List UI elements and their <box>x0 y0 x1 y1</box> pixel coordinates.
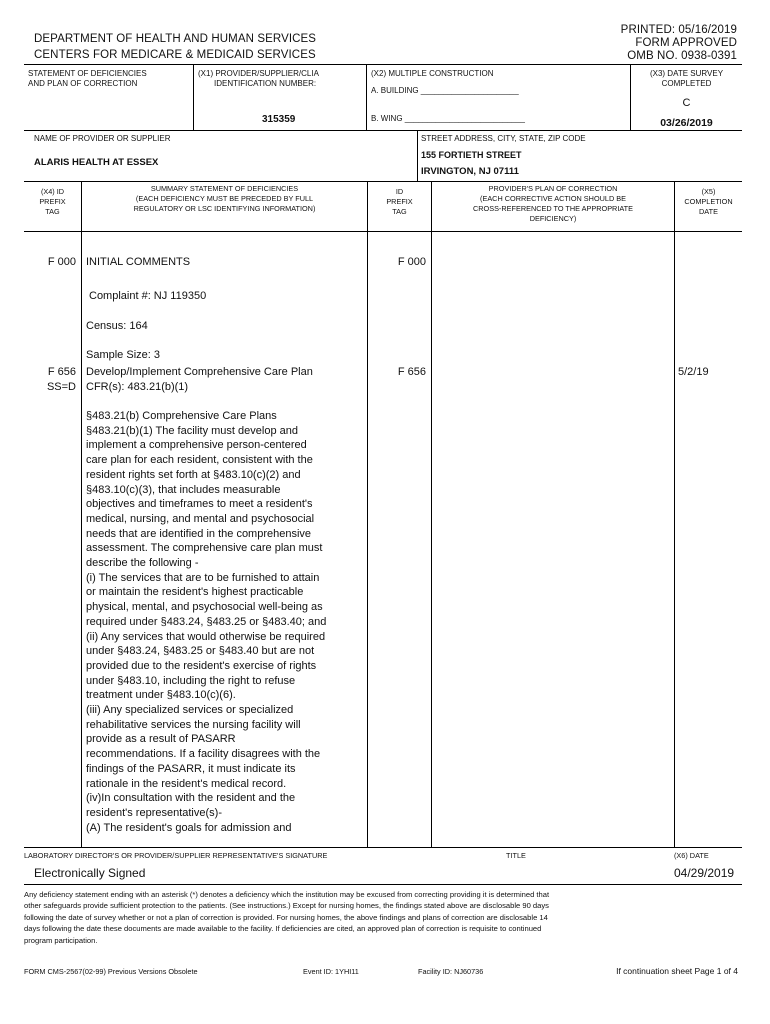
regulation-line: required under §483.24, §483.25 or §483.40; and <box>86 615 327 628</box>
regulation-line: under §483.10, including the right to refuse <box>86 674 296 687</box>
id-label: ID <box>395 187 404 196</box>
facility-id: Facility ID: NJ60736 <box>418 967 484 976</box>
rule <box>431 181 432 847</box>
regulation-line: §483.10(c)(3), that includes measurable <box>86 483 281 496</box>
plan-label: CROSS-REFERENCED TO THE APPROPRIATE <box>472 204 634 213</box>
signature-label: LABORATORY DIRECTOR'S OR PROVIDER/SUPPLIER REPRESENTATIVE'S SIGNATURE <box>24 851 328 860</box>
x1-label: (X1) PROVIDER/SUPPLIER/CLIA <box>198 69 319 78</box>
tag-f656: F 656 <box>47 366 76 378</box>
regulation-line: treatment under §483.10(c)(6). <box>86 689 236 702</box>
provider-label: NAME OF PROVIDER OR SUPPLIER <box>34 134 171 143</box>
x1-label: IDENTIFICATION NUMBER: <box>214 79 317 88</box>
x5-label: COMPLETION <box>684 197 733 206</box>
rule <box>366 64 367 130</box>
provider-name: ALARIS HEALTH AT ESSEX <box>34 157 159 168</box>
disclaimer-line: other safeguards provide sufficient protection to the patients. (See instructions.) Except for nursing homes, the findings stated above are disclosable 90 days <box>24 901 549 911</box>
regulation-line: provided due to the resident's exercise of rights <box>86 659 317 672</box>
regulation-line: resident's representative(s)- <box>86 806 222 819</box>
x4-label: (X4) ID <box>40 187 65 196</box>
id-label: TAG <box>392 207 407 216</box>
census: Census: 164 <box>86 320 148 332</box>
f656-title: Develop/Implement Comprehensive Care Plan <box>86 366 313 378</box>
regulation-line: rehabilitative services the nursing facility will <box>86 718 301 731</box>
initial-comments-title: INITIAL COMMENTS <box>86 256 191 268</box>
rule <box>24 847 742 848</box>
statement-label: STATEMENT OF DEFICIENCIES <box>28 69 147 78</box>
x5-label: (X5) <box>701 187 716 196</box>
regulation-line: implement a comprehensive person-centered <box>86 439 307 452</box>
regulation-line: §483.21(b)(1) The facility must develop and <box>86 424 298 437</box>
disclaimer-line: Any deficiency statement ending with an asterisk (*) denotes a deficiency which the institution may be excused from correcting providing it is determined that <box>24 890 550 899</box>
rule <box>417 130 418 181</box>
regulation-line: assessment. The comprehensive care plan must <box>86 542 323 555</box>
form-approved: FORM APPROVED <box>635 37 737 49</box>
rule <box>193 64 194 130</box>
regulation-line: objectives and timeframes to meet a resident's <box>86 498 313 511</box>
survey-code: C <box>682 97 691 109</box>
disclaimer-line: days following the date these documents are made available to the facility. If deficiencies are cited, an approved plan of correction is requisite to continued <box>24 924 542 934</box>
regulation-line: (iv)In consultation with the resident and the <box>86 792 296 805</box>
regulation-line: §483.21(b) Comprehensive Care Plans <box>86 410 277 422</box>
title-label: TITLE <box>506 851 526 860</box>
summary-label: (EACH DEFICIENCY MUST BE PRECEDED BY FULL <box>135 194 314 203</box>
regulation-line: (iii) Any specialized services or specialized <box>86 704 294 717</box>
rule <box>674 181 675 847</box>
survey-date: 03/26/2019 <box>660 117 713 129</box>
summary-label: SUMMARY STATEMENT OF DEFICIENCIES <box>150 184 299 193</box>
address-line-2: IRVINGTON, NJ 07111 <box>421 166 519 177</box>
regulation-line: under §483.24, §483.25 or §483.40 but are not <box>86 645 315 658</box>
regulation-line: medical, nursing, and mental and psychosocial <box>86 512 315 525</box>
x4-label: TAG <box>45 207 60 216</box>
printed-date: PRINTED: 05/16/2019 <box>620 24 737 36</box>
tag-f656-plan: F 656 <box>397 366 426 378</box>
regulation-line: resident rights set forth at §483.10(c)(2) and <box>86 468 301 481</box>
rule <box>24 64 742 65</box>
rule <box>24 181 742 182</box>
rule <box>367 181 368 847</box>
regulation-line: recommendations. If a facility disagrees with the <box>86 748 321 761</box>
summary-label: REGULATORY OR LSC IDENTIFYING INFORMATION) <box>133 204 316 213</box>
scope-severity: SS=D <box>46 381 76 393</box>
x2-building: A. BUILDING ______________________ <box>371 86 519 95</box>
regulation-line: care plan for each resident, consistent with the <box>86 454 313 467</box>
disclaimer-line: program participation. <box>24 935 98 945</box>
form-number: FORM CMS-2567(02-99) Previous Versions Obsolete <box>24 967 198 976</box>
complaint-number: Complaint #: NJ 119350 <box>89 290 207 302</box>
disclaimer <box>24 889 744 946</box>
x2-wing: B. WING ___________________________ <box>371 114 525 123</box>
page-number: If continuation sheet Page 1 of 4 <box>616 966 738 976</box>
rule <box>24 130 742 131</box>
id-label: PREFIX <box>386 197 413 206</box>
omb-number: OMB NO. 0938-0391 <box>627 50 737 62</box>
x5-label: DATE <box>699 207 718 216</box>
regulation-line: describe the following - <box>86 557 199 570</box>
disclaimer-line: following the date of survey whether or not a plan of correction is provided. For nursing homes, the above findings and plans of correction are disclosable 14 <box>24 912 548 922</box>
regulation-line: rationale in the resident's medical record. <box>86 777 287 790</box>
event-id: Event ID: 1YHI11 <box>303 967 359 976</box>
tag-f000-plan: F 000 <box>397 256 426 268</box>
statement-label: AND PLAN OF CORRECTION <box>28 79 138 88</box>
rule <box>24 884 742 885</box>
address-line-1: 155 FORTIETH STREET <box>421 150 522 160</box>
regulation-text <box>86 409 326 835</box>
provider-number: 315359 <box>262 114 296 125</box>
tag-f000: F 000 <box>47 256 76 268</box>
department-title: DEPARTMENT OF HEALTH AND HUMAN SERVICES <box>34 33 317 45</box>
x3-label: (X3) DATE SURVEY <box>649 69 724 78</box>
regulation-line: provide as a result of PASARR <box>86 733 236 746</box>
x4-label: PREFIX <box>39 197 66 206</box>
date-label: (X6) DATE <box>674 851 709 860</box>
regulation-line: physical, mental, and psychosocial well-being as <box>86 601 323 614</box>
rule <box>81 181 82 847</box>
plan-label: (EACH CORRECTIVE ACTION SHOULD BE <box>480 194 626 203</box>
regulation-line: (ii) Any services that would otherwise be required <box>86 630 326 643</box>
regulation-line: needs that are identified in the comprehensive <box>86 527 312 540</box>
f656-cfr: CFR(s): 483.21(b)(1) <box>86 381 189 393</box>
plan-label: DEFICIENCY) <box>529 214 577 223</box>
signature-date: 04/29/2019 <box>674 866 735 880</box>
agency-title: CENTERS FOR MEDICARE & MEDICAID SERVICES <box>34 49 316 61</box>
x2-label: (X2) MULTIPLE CONSTRUCTION <box>371 69 494 78</box>
plan-label: PROVIDER'S PLAN OF CORRECTION <box>488 184 618 193</box>
signature-value: Electronically Signed <box>34 866 146 880</box>
regulation-line: (i) The services that are to be furnished to attain <box>86 571 320 584</box>
x3-label: COMPLETED <box>661 79 712 88</box>
regulation-line: findings of the PASARR, it must indicate its <box>86 762 296 775</box>
regulation-line: (A) The resident's goals for admission and <box>86 821 292 834</box>
rule <box>24 231 742 232</box>
sample-size: Sample Size: 3 <box>86 349 160 361</box>
regulation-line: or maintain the resident's highest practicable <box>86 586 304 599</box>
address-label: STREET ADDRESS, CITY, STATE, ZIP CODE <box>421 134 586 143</box>
completion-date: 5/2/19 <box>678 366 709 378</box>
